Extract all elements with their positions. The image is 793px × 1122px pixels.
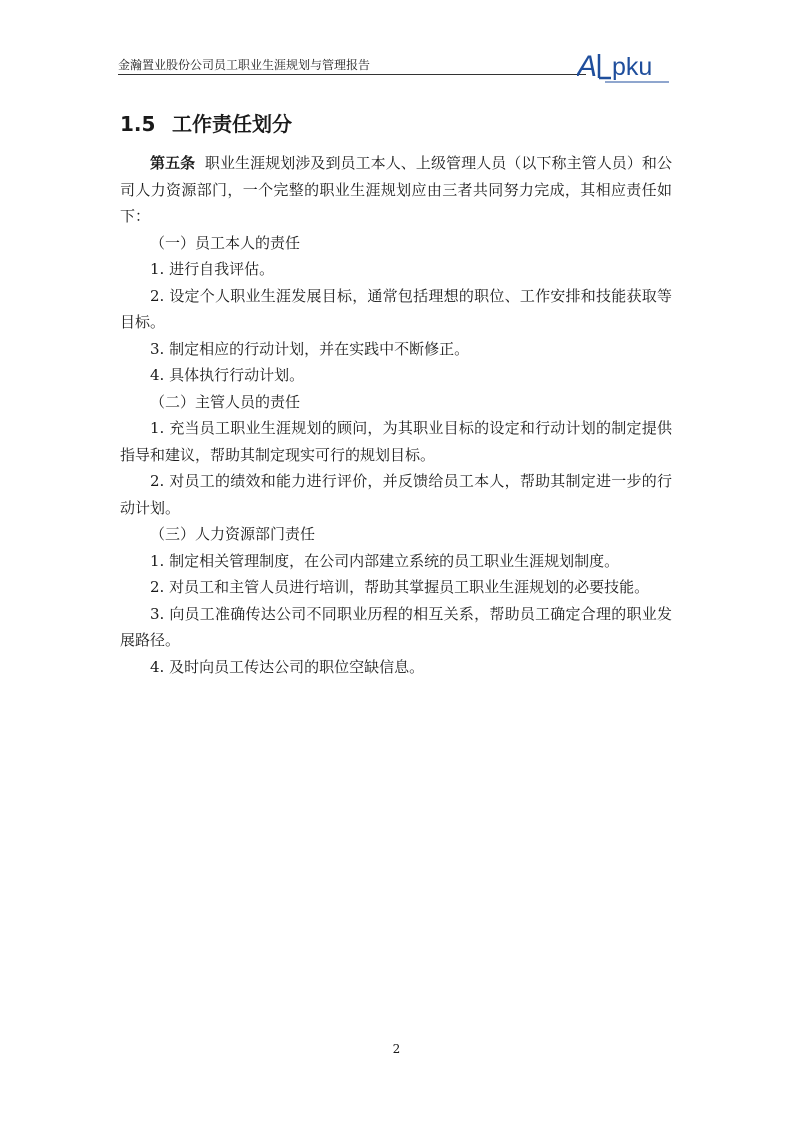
alpku-logo [577,44,677,84]
page-header [118,44,673,84]
article-paragraph [120,150,672,230]
section-number: 1.5 [120,112,156,136]
list-item: 1. 制定相关管理制度，在公司内部建立系统的员工职业生涯规划制度。 [150,551,620,570]
list-item: 4. 及时向员工传达公司的职位空缺信息。 [150,657,425,676]
svg-text:pku: pku [612,53,653,81]
list-item: 1. 进行自我评估。 [150,260,275,278]
header-rule [118,74,586,75]
list-item: 2. 对员工的绩效和能力进行评价，并反馈给员工本人，帮助其制定进一步的行动计划。 [120,472,672,517]
list-item: 3. 向员工准确传达公司不同职业历程的相互关系，帮助员工确定合理的职业发展路径。 [120,604,672,649]
list-item: 3. 制定相应的行动计划，并在实践中不断修正。 [150,339,470,358]
group-heading: （一）员工本人的责任 [150,233,301,252]
group-heading: （二）主管人员的责任 [150,392,301,411]
group-heading: （三）人力资源部门责任 [150,525,316,543]
page-number: 2 [392,1042,401,1056]
document-body [120,150,672,680]
section-title: 工作责任划分 [172,112,292,136]
list-item: 2. 设定个人职业生涯发展目标，通常包括理想的职位、工作安排和技能获取等目标。 [120,286,672,331]
header-title: 金瀚置业股份公司员工职业生涯规划与管理报告 [118,58,371,72]
svg-text:A: A [577,50,598,83]
list-item: 4. 具体执行行动计划。 [150,366,305,384]
article-intro: 职业生涯规划涉及到员工本人、上级管理人员（以下称主管人员）和公司人力资源部门，一个完整的职业生涯规划应由三者共同努力完成，其相应责任如下： [120,154,672,225]
article-label: 第五条 [150,154,196,172]
section-heading [120,108,292,137]
list-item: 2. 对员工和主管人员进行培训，帮助其掌握员工职业生涯规划的必要技能。 [150,578,650,596]
list-item: 1. 充当员工职业生涯规划的顾问，为其职业目标的设定和行动计划的制定提供指导和建议，帮助其制定现实可行的规划目标。 [120,419,672,464]
